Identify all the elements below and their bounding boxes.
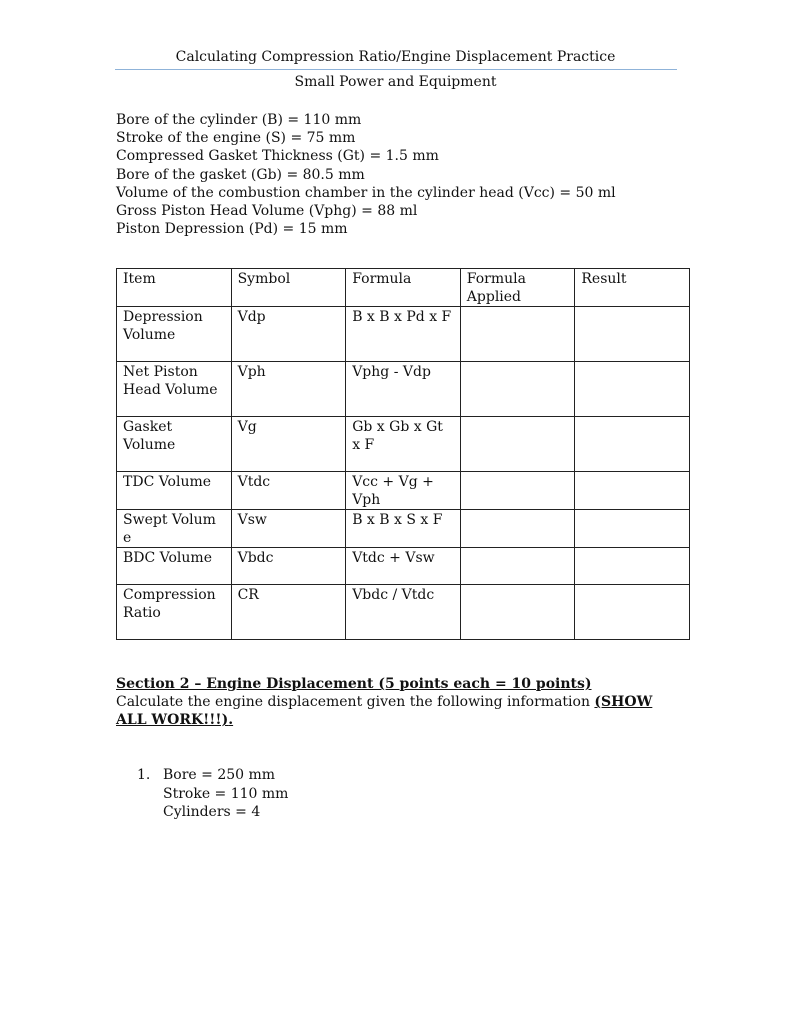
given-stroke: Stroke of the engine (S) = 75 mm (116, 130, 356, 147)
cell-symbol: Vdp (231, 307, 346, 362)
given-values-list (116, 111, 616, 238)
instruction-emphasis: (SHOW ALL WORK!!!) (116, 694, 653, 728)
cell-formula-applied[interactable] (460, 548, 575, 585)
cell-formula-applied[interactable] (460, 307, 575, 362)
compression-ratio-table (116, 268, 690, 640)
cell-symbol: CR (231, 585, 346, 640)
section-2 (116, 675, 676, 729)
given-gasket-bore: Bore of the gasket (Gb) = 80.5 mm (116, 166, 365, 183)
cell-formula-applied[interactable] (460, 362, 575, 417)
cell-item: Net Piston Head Volume (117, 362, 232, 417)
cell-formula-applied[interactable] (460, 472, 575, 510)
instruction-period: . (228, 712, 234, 728)
table-row (117, 417, 690, 472)
instruction-text: Calculate the engine displacement given the following information (116, 694, 595, 710)
cell-result[interactable] (575, 510, 690, 548)
section-2-heading: Section 2 – Engine Displacement (5 points each = 10 points) (116, 676, 592, 692)
cell-formula: Vbdc / Vtdc (346, 585, 461, 640)
cell-result[interactable] (575, 585, 690, 640)
cell-result[interactable] (575, 307, 690, 362)
cell-formula: B x B x S x F (346, 510, 461, 548)
section-2-instructions (116, 693, 676, 729)
cell-item: Swept Volum e (117, 510, 232, 548)
cell-symbol: Vph (231, 362, 346, 417)
column-header-symbol: Symbol (231, 269, 346, 307)
table-row (117, 510, 690, 548)
cell-symbol: Vtdc (231, 472, 346, 510)
problem-1-givens (163, 766, 288, 822)
cell-symbol: Vg (231, 417, 346, 472)
cell-item: BDC Volume (117, 548, 232, 585)
problem-cylinders: Cylinders = 4 (163, 804, 261, 820)
column-header-item: Item (117, 269, 232, 307)
cell-formula: Vtdc + Vsw (346, 548, 461, 585)
given-bore: Bore of the cylinder (B) = 110 mm (116, 112, 362, 128)
table-row (117, 585, 690, 640)
cell-item: Gasket Volume (117, 417, 232, 472)
cell-result[interactable] (575, 472, 690, 510)
cell-formula: B x B x Pd x F (346, 307, 461, 362)
cell-formula-applied[interactable] (460, 585, 575, 640)
table-header-row (117, 269, 690, 307)
cell-symbol: Vbdc (231, 548, 346, 585)
problem-stroke: Stroke = 110 mm (163, 785, 289, 802)
cell-formula-applied[interactable] (460, 510, 575, 548)
column-header-formula: Formula (346, 269, 461, 307)
cell-item: TDC Volume (117, 472, 232, 510)
table-row (117, 307, 690, 362)
header-divider (115, 69, 677, 70)
problem-bore: Bore = 250 mm (163, 767, 276, 783)
given-piston-depression: Piston Depression (Pd) = 15 mm (116, 221, 348, 238)
table-row (117, 472, 690, 510)
table-row (117, 362, 690, 417)
given-gasket-thickness: Compressed Gasket Thickness (Gt) = 1.5 mm (116, 148, 439, 165)
cell-formula: Vphg - Vdp (346, 362, 461, 417)
cell-result[interactable] (575, 362, 690, 417)
column-header-formula-applied: Formula Applied (460, 269, 575, 307)
cell-formula: Gb x Gb x Gt x F (346, 417, 461, 472)
table-row (117, 548, 690, 585)
cell-result[interactable] (575, 417, 690, 472)
given-gross-piston-head-volume: Gross Piston Head Volume (Vphg) = 88 ml (116, 203, 418, 220)
given-combustion-chamber-volume: Volume of the combustion chamber in the cylinder head (Vcc) = 50 ml (116, 184, 616, 201)
cell-formula-applied[interactable] (460, 417, 575, 472)
problem-number: 1. (137, 767, 151, 783)
page-title: Calculating Compression Ratio/Engine Displacement Practice (175, 49, 616, 65)
cell-symbol: Vsw (231, 510, 346, 548)
cell-formula: Vcc + Vg + Vph (346, 472, 461, 510)
cell-item: Compression Ratio (117, 585, 232, 640)
column-header-result: Result (575, 269, 690, 307)
cell-result[interactable] (575, 548, 690, 585)
page-subtitle: Small Power and Equipment (294, 74, 497, 90)
cell-item: Depression Volume (117, 307, 232, 362)
